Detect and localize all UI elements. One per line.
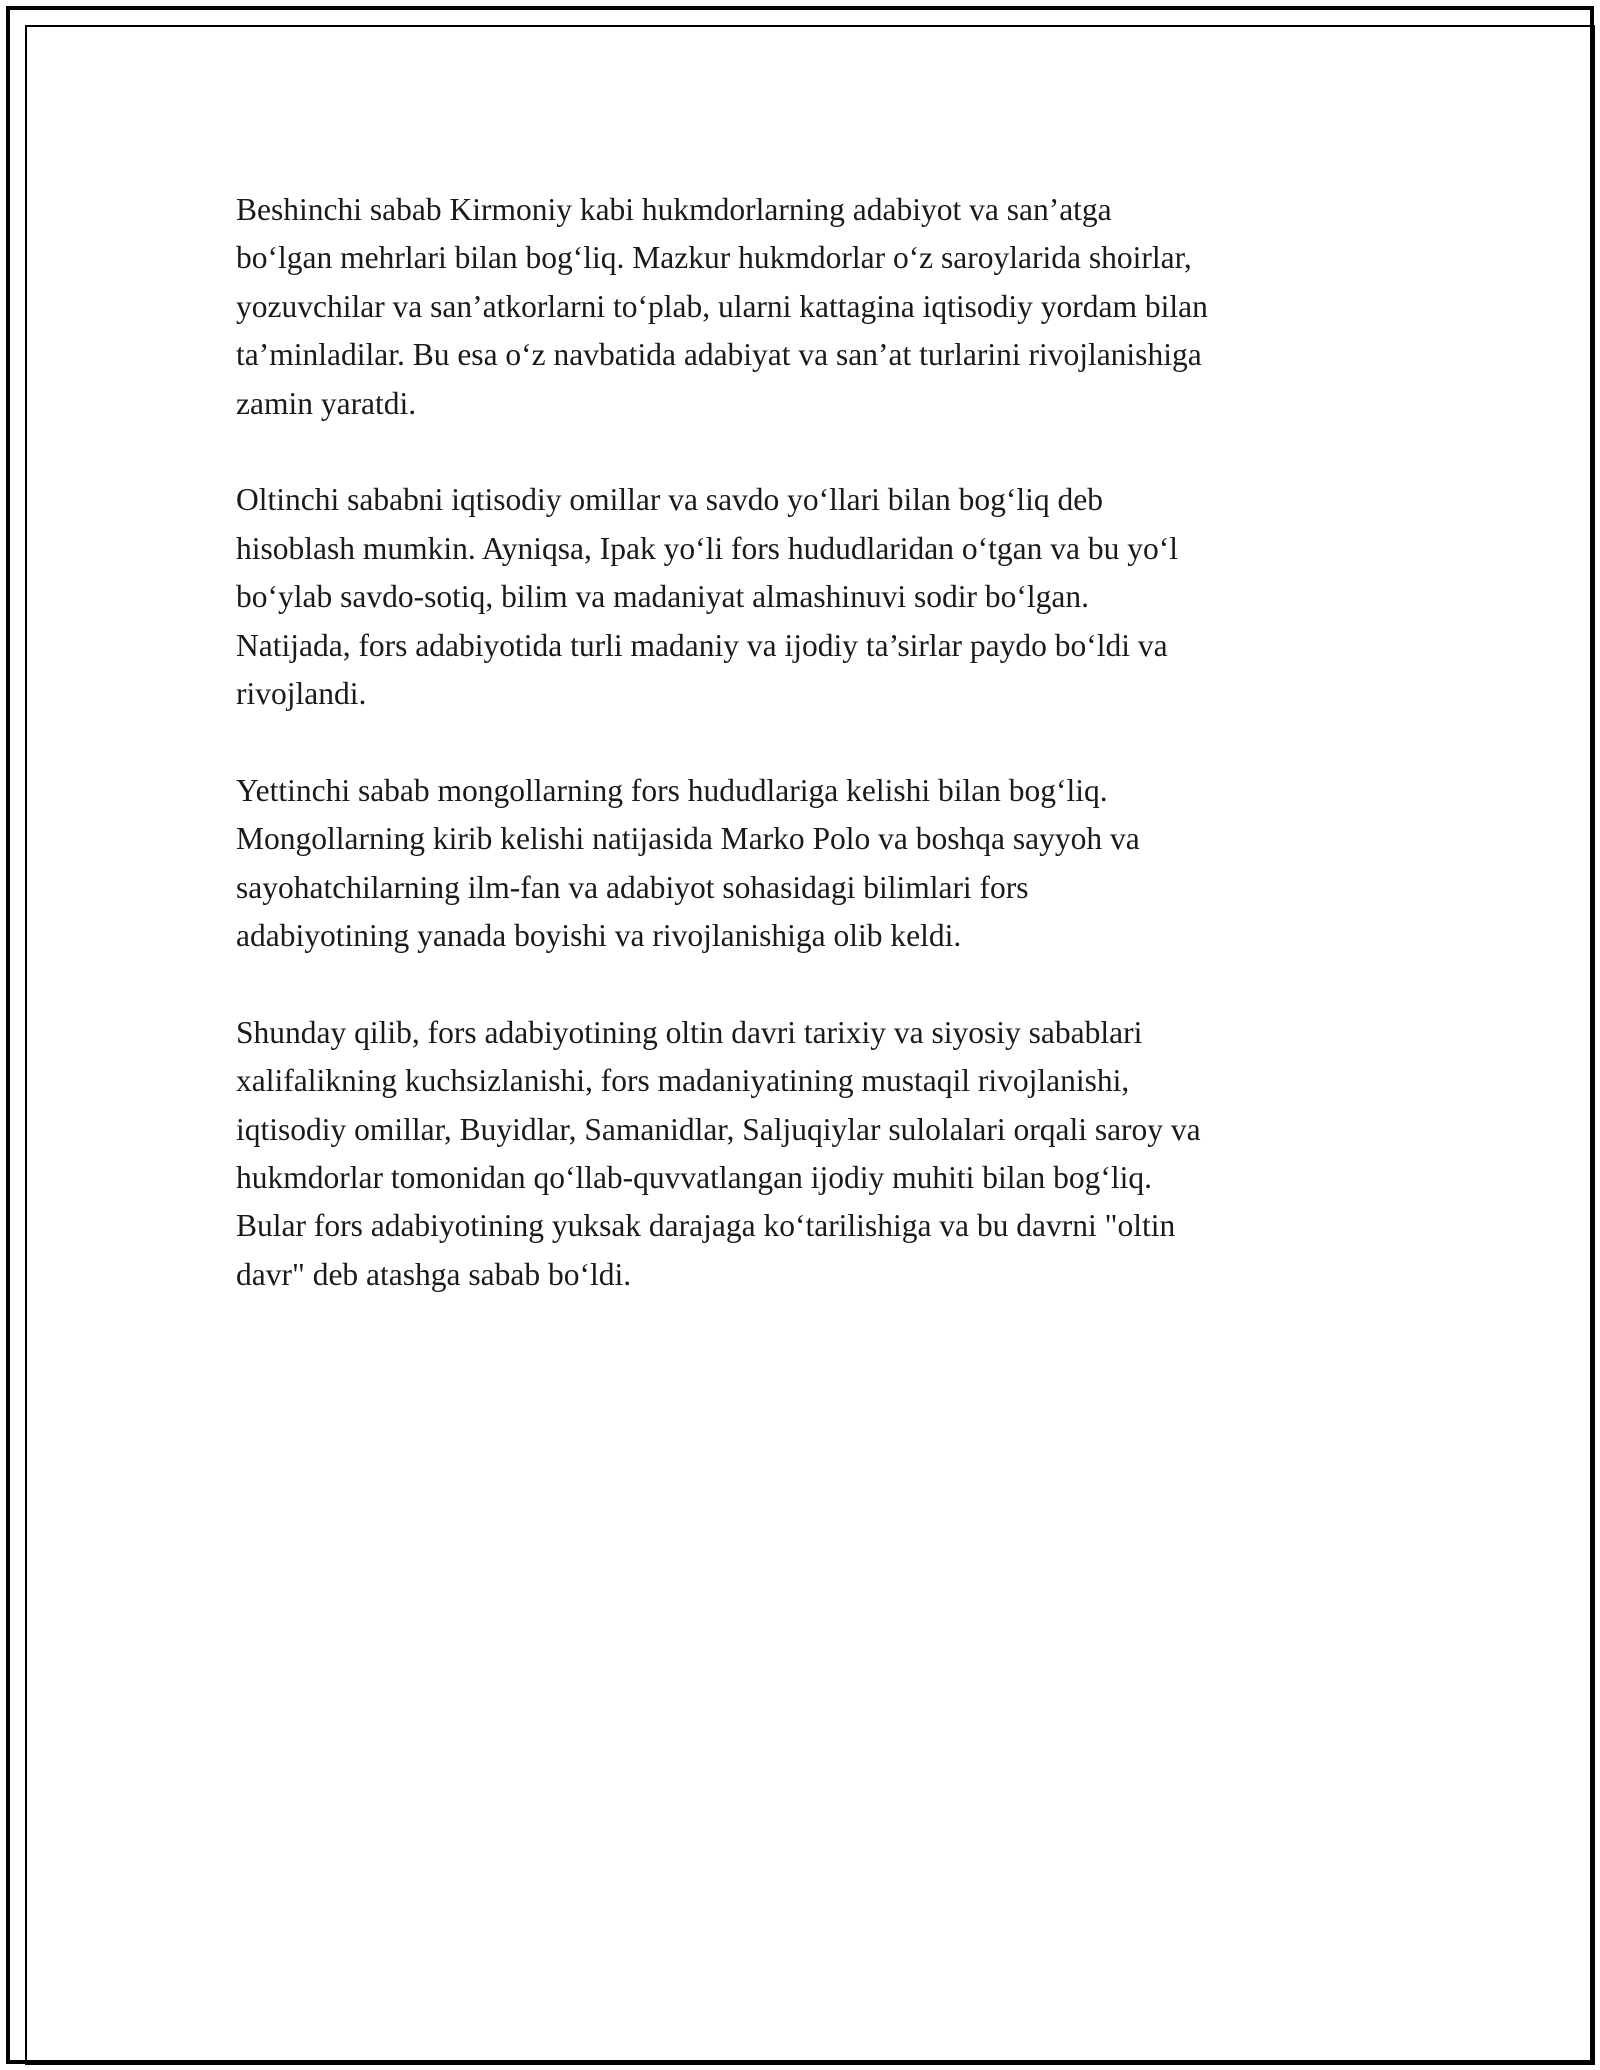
paragraph-conclusion: Shunday qilib, fors adabiyotining oltin davri tarixiy va siyosiy sabablari xalifalikning kuchsizlanishi, fors madaniyatining mustaqil rivojlanishi, iqtisodiy omillar, Buyidlar, Samanidlar, Saljuqiylar sulolalari orqali saroy va hukmdorlar tomonidan qo‘llab-quvvatlangan ijodiy muhiti bilan bog‘liq. Bular fors adabiyotining yuksak darajaga ko‘tarilishiga va bu davrni "oltin davr" deb atashga sabab bo‘ldi. (236, 1014, 1201, 1292)
paragraph-fifth-reason: Beshinchi sabab Kirmoniy kabi hukmdorlarning adabiyot va san’atga bo‘lgan mehrlari bilan bog‘liq. Mazkur hukmdorlar o‘z saroylarida shoirlar, yozuvchilar va san’atkorlarni to‘plab, ularni kattagina iqtisodiy yordam bilan ta’minladilar. Bu esa o‘z navbatida adabiyat va san’at turlarini rivojlanishiga zamin yaratdi. (236, 192, 1208, 421)
paragraph-sixth-reason: Oltinchi sababni iqtisodiy omillar va savdo yo‘llari bilan bog‘liq deb hisoblash mumkin. Ayniqsa, Ipak yo‘li fors hududlaridan o‘tgan va bu yo‘l bo‘ylab savdo-sotiq, bilim va madaniyat almashinuvi sodir bo‘lgan. Natijada, fors adabiyotida turli madaniy va ijodiy ta’sirlar paydo bo‘ldi va rivojlandi. (236, 482, 1178, 712)
paragraph-seventh-reason: Yettinchi sabab mongollarning fors hududlariga kelishi bilan bog‘liq. Mongollarning kirib kelishi natijasida Marko Polo va boshqa sayyoh va sayohatchilarning ilm-fan va adabiyot sohasidagi bilimlari fors adabiyotining yanada boyishi va rivojlanishiga olib keldi. (236, 772, 1140, 954)
document-body (236, 186, 1376, 1348)
